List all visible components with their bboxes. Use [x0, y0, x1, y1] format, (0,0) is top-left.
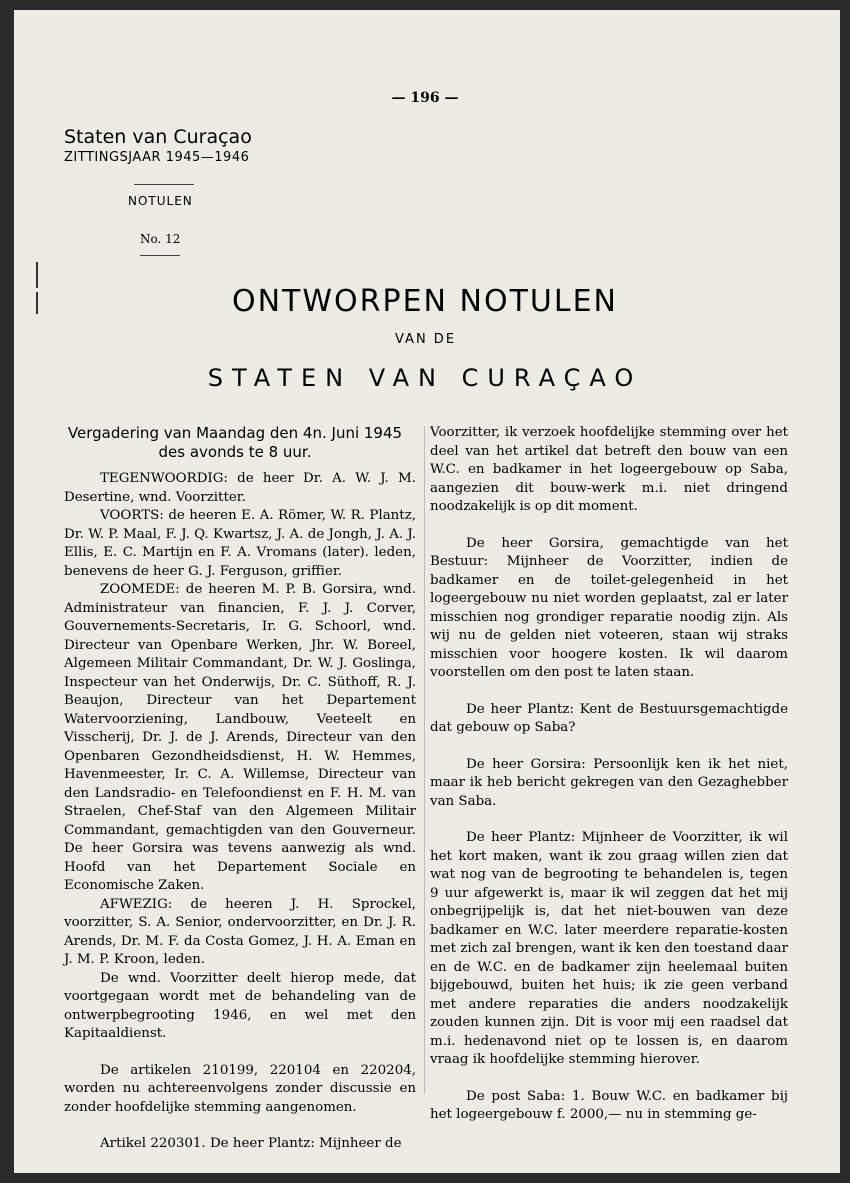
paragraph: De heer Gorsira, gemachtigde van het Bestuur: Mijnheer de Voorzitter, indien de badkamer en de toilet-gelegenheid in het logeergebouw nu niet worden geplaatst, zal er later misschien nog grondiger reparatie noodig zijn. Als wij nu de gelden niet voteeren, staan wij straks misschien voor hoogere kosten. Ik wil daarom voorstellen om den post te laten staan. [430, 535, 788, 680]
page-number: — 196 — [391, 90, 459, 106]
main-title: ONTWORPEN NOTULEN [232, 284, 618, 319]
paragraph: ZOOMEDE: de heeren M. P. B. Gorsira, wnd. Administrateur van financien, F. J. J. Corver, Gouvernements-Secretaris, Ir. G. Schoorl, wnd. Directeur van Openbare Werken, Jhr. W. Boreel, Algemeen Militair Commandant, Dr. W. J. Goslinga, Inspecteur van het Onderwijs, Dr. C. Süthoff, R. J. Beaujon, Directeur van het Departement Watervoorziening, Landbouw, Veeteelt en Visscherij, Dr. J. de J. Arends, Directeur van den Openbaren Gezondheidsdienst, H. W. Hemmes, Havenmeester, Ir. C. A. Willemse, Directeur van den Landsradio- en Telefoondienst en F. H. M. van Straelen, Chef-Staf van den Algemeen Militair Commandant, gemachtigden van den Gouverneur. De heer Gorsira was tevens aanwezig als wnd. Hoofd van het Departement Sociale en Economische Zaken. [64, 582, 416, 893]
paragraph: De artikelen 210199, 220104 en 220204, worden nu achtereenvolgens zonder discussie en zonder hoofdelijke stemming aangenomen. [64, 1062, 416, 1115]
column-divider [424, 426, 425, 1094]
paragraph: De heer Gorsira: Persoonlijk ken ik het niet, maar ik heb bericht gekregen van den Gezaghebber van Saba. [430, 756, 788, 809]
paragraph: De wnd. Voorzitter deelt hierop mede, dat voortgegaan wordt met de behandeling van de ontwerpbegrooting 1946, en wel met den Kapitaaldienst. [64, 970, 416, 1041]
header-number: No. 12 [140, 232, 181, 246]
header-notulen: NOTULEN [128, 194, 193, 208]
van-de-label: VAN DE [395, 332, 457, 347]
paragraph: De post Saba: 1. Bouw W.C. en badkamer bij het logeergebouw f. 2000,— nu in stemming ge- [430, 1088, 788, 1122]
header-session: ZITTINGSJAAR 1945—1946 [64, 150, 250, 165]
header-rule [134, 184, 194, 185]
paragraph: AFWEZIG: de heeren J. H. Sprockel, voorzitter, S. A. Senior, ondervoorzitter, en Dr. J. R. Arends, Dr. M. F. da Costa Gomez, J. H. A. Eman en J. M. P. Kroon, leden. [64, 896, 416, 967]
sub-title: STATEN VAN CURAÇAO [207, 364, 643, 392]
paragraph: De heer Plantz: Kent de Bestuursgemachtigde dat gebouw op Saba? [430, 701, 788, 735]
right-column [430, 424, 788, 1125]
header-title: Staten van Curaçao [64, 126, 252, 148]
meeting-line: Vergadering van Maandag den 4n. Juni 1945 des avonds te 8 uur. [67, 424, 403, 461]
left-column [64, 424, 416, 1154]
paragraph: De heer Plantz: Mijnheer de Voorzitter, ik wil het kort maken, want ik zou graag willen zien dat wat nog van de begrooting te behandelen is, tegen 9 uur afgewerkt is, maar ik wil zeggen dat het mij onbegrijpelijk is, dat het niet-bouwen van deze badkamer en W.C. later meerdere reparatie-kosten met zich zal brengen, want ik ken den toestand daar en de W.C. en de badkamer zijn heelemaal buiten bijgebouwd, buiten het huis; ik zie geen verband met andere reparaties die anders noodzakelijk zouden kunnen zijn. Dit is voor mij een raadsel dat m.i. hedenavond niet op te lossen is, en daarom vraag ik hoofdelijke stemming hierover. [430, 830, 788, 1067]
paragraph: VOORTS: de heeren E. A. Römer, W. R. Plantz, Dr. W. P. Maal, F. J. Q. Kwartsz, J. A. de Jongh, J. A. J. Ellis, E. C. Martijn en F. A. Vromans (later). leden, benevens de heer G. J. Ferguson, griffier. [64, 508, 416, 579]
header-rule [140, 255, 180, 256]
paragraph: Artikel 220301. De heer Plantz: Mijnheer de [100, 1136, 402, 1151]
paragraph: TEGENWOORDIG: de heer Dr. A. W. J. M. Desertine, wnd. Voorzitter. [64, 471, 416, 505]
paragraph: Voorzitter, ik verzoek hoofdelijke stemming over het deel van het artikel dat betreft den bouw van een W.C. en badkamer in het logeergebouw op Saba, aangezien dit bouw-werk m.i. niet dringend noodzakelijk is op dit moment. [430, 425, 788, 514]
